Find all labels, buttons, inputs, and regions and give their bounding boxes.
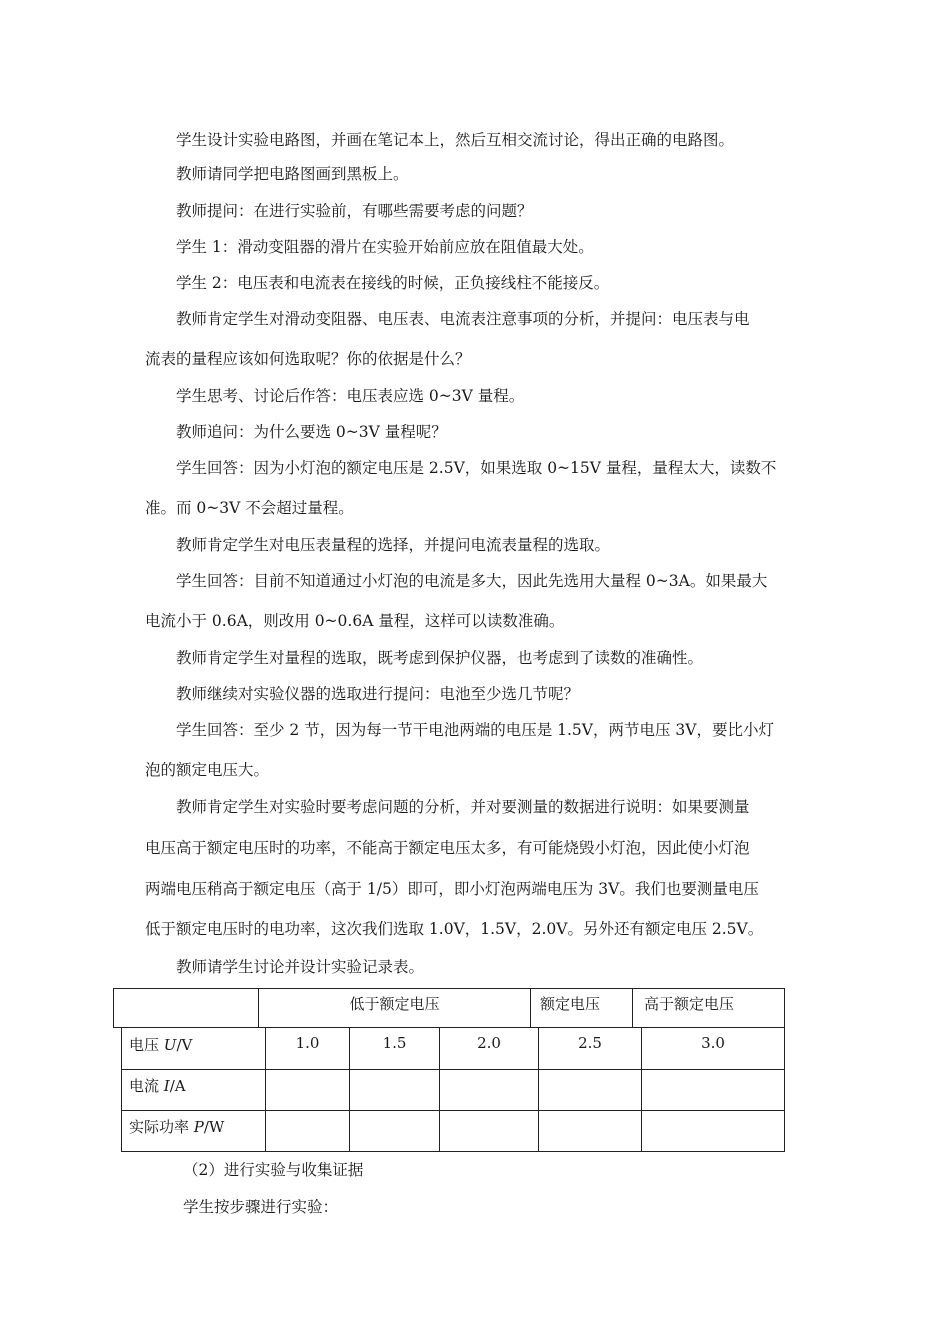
paragraph-line: 电流小于 0.6A，则改用 0~0.6A 量程，这样可以读数准确。 [145,612,565,630]
table-header-cell: 低于额定电压 [349,995,440,1013]
table-cell: 3.0 [701,1034,725,1052]
table-cell: 2.5 [578,1034,602,1052]
paragraph-line: 教师追问：为什么要选 0~3V 量程呢？ [176,423,447,441]
table-header-cell: 高于额定电压 [644,995,735,1013]
row-label-unit: /W [203,1118,225,1136]
row-label-unit: /V [176,1036,193,1054]
table-border [113,988,114,1028]
paragraph-line: 学生按步骤进行实验： [183,1198,339,1216]
table-border [784,988,785,1028]
table-border [113,1027,785,1028]
paragraph-line: 教师继续对实验仪器的选取进行提问：电池至少选几节呢？ [176,685,580,703]
table-row-label [129,1075,186,1096]
row-label-text: 电流 [129,1077,164,1095]
paragraph-line: 学生设计实验电路图，并画在笔记本上，然后互相交流讨论，得出正确的电路图。 [176,131,735,149]
paragraph-line: 学生 2：电压表和电流表在接线的时候，正负接线柱不能接反。 [176,274,610,292]
table-border [121,1110,784,1111]
paragraph-line: 教师肯定学生对量程的选取，既考虑到保护仪器，也考虑到了读数的准确性。 [176,649,704,667]
table-border [121,1151,785,1152]
paragraph-line: 教师肯定学生对实验时要考虑问题的分析，并对要测量的数据进行说明：如果要测量 [176,798,750,816]
table-border [632,988,633,1028]
paragraph-line: 教师肯定学生对电压表量程的选择，并提问电流表量程的选取。 [176,536,611,554]
section-heading: （2）进行实验与收集证据 [183,1161,364,1179]
row-label-var: P [193,1118,204,1136]
table-header-cell: 额定电压 [540,995,601,1013]
paragraph-line: 教师提问：在进行实验前，有哪些需要考虑的问题？ [176,202,533,220]
table-border [113,988,785,989]
table-row-label [129,1034,192,1055]
table-cell: 1.0 [295,1034,320,1052]
paragraph-line: 教师肯定学生对滑动变阻器、电压表、电流表注意事项的分析，并提问：电压表与电 [176,310,750,328]
paragraph-line: 学生 1：滑动变阻器的滑片在实验开始前应放在阻值最大处。 [176,238,594,256]
table-row-label [129,1116,224,1137]
paragraph-line: 两端电压稍高于额定电压（高于 1/5）即可，即小灯泡两端电压为 3V。我们也要测量电压 [145,880,759,898]
row-label-var: I [163,1077,170,1095]
paragraph-line: 教师请学生讨论并设计实验记录表。 [176,958,425,976]
row-label-text: 电压 [129,1036,164,1054]
paragraph-line: 准。而 0~3V 不会超过量程。 [145,499,354,517]
paragraph-line: 学生回答：因为小灯泡的额定电压是 2.5V，如果选取 0~15V 量程，量程太大，读数不 [176,459,777,477]
paragraph-line: 学生思考、讨论后作答：电压表应选 0~3V 量程。 [176,387,525,405]
row-label-var: U [163,1036,177,1054]
paragraph-line: 流表的量程应该如何选取呢？你的依据是什么？ [145,350,471,368]
table-border [121,1027,122,1152]
table-cell: 1.5 [382,1034,407,1052]
paragraph-line: 学生回答：至少 2 节，因为每一节干电池两端的电压是 1.5V，两节电压 3V，要比小灯 [176,721,774,739]
row-label-text: 实际功率 [129,1118,194,1136]
table-cell: 2.0 [477,1034,501,1052]
paragraph-line: 低于额定电压时的电功率，这次我们选取 1.0V，1.5V，2.0V。另外还有额定电压 2.5V。 [145,920,764,938]
table-border [784,1027,785,1152]
table-border [530,988,531,1028]
row-label-unit: /A [169,1077,186,1095]
paragraph-line: 学生回答：目前不知道通过小灯泡的电流是多大，因此先选用大量程 0~3A。如果最大 [176,572,768,590]
table-border [121,1069,784,1070]
paragraph-line: 泡的额定电压大。 [145,761,270,779]
paragraph-line: 教师请同学把电路图画到黑板上。 [176,165,409,183]
paragraph-line: 电压高于额定电压时的功率，不能高于额定电压太多，有可能烧毁小灯泡，因此使小灯泡 [145,839,750,857]
